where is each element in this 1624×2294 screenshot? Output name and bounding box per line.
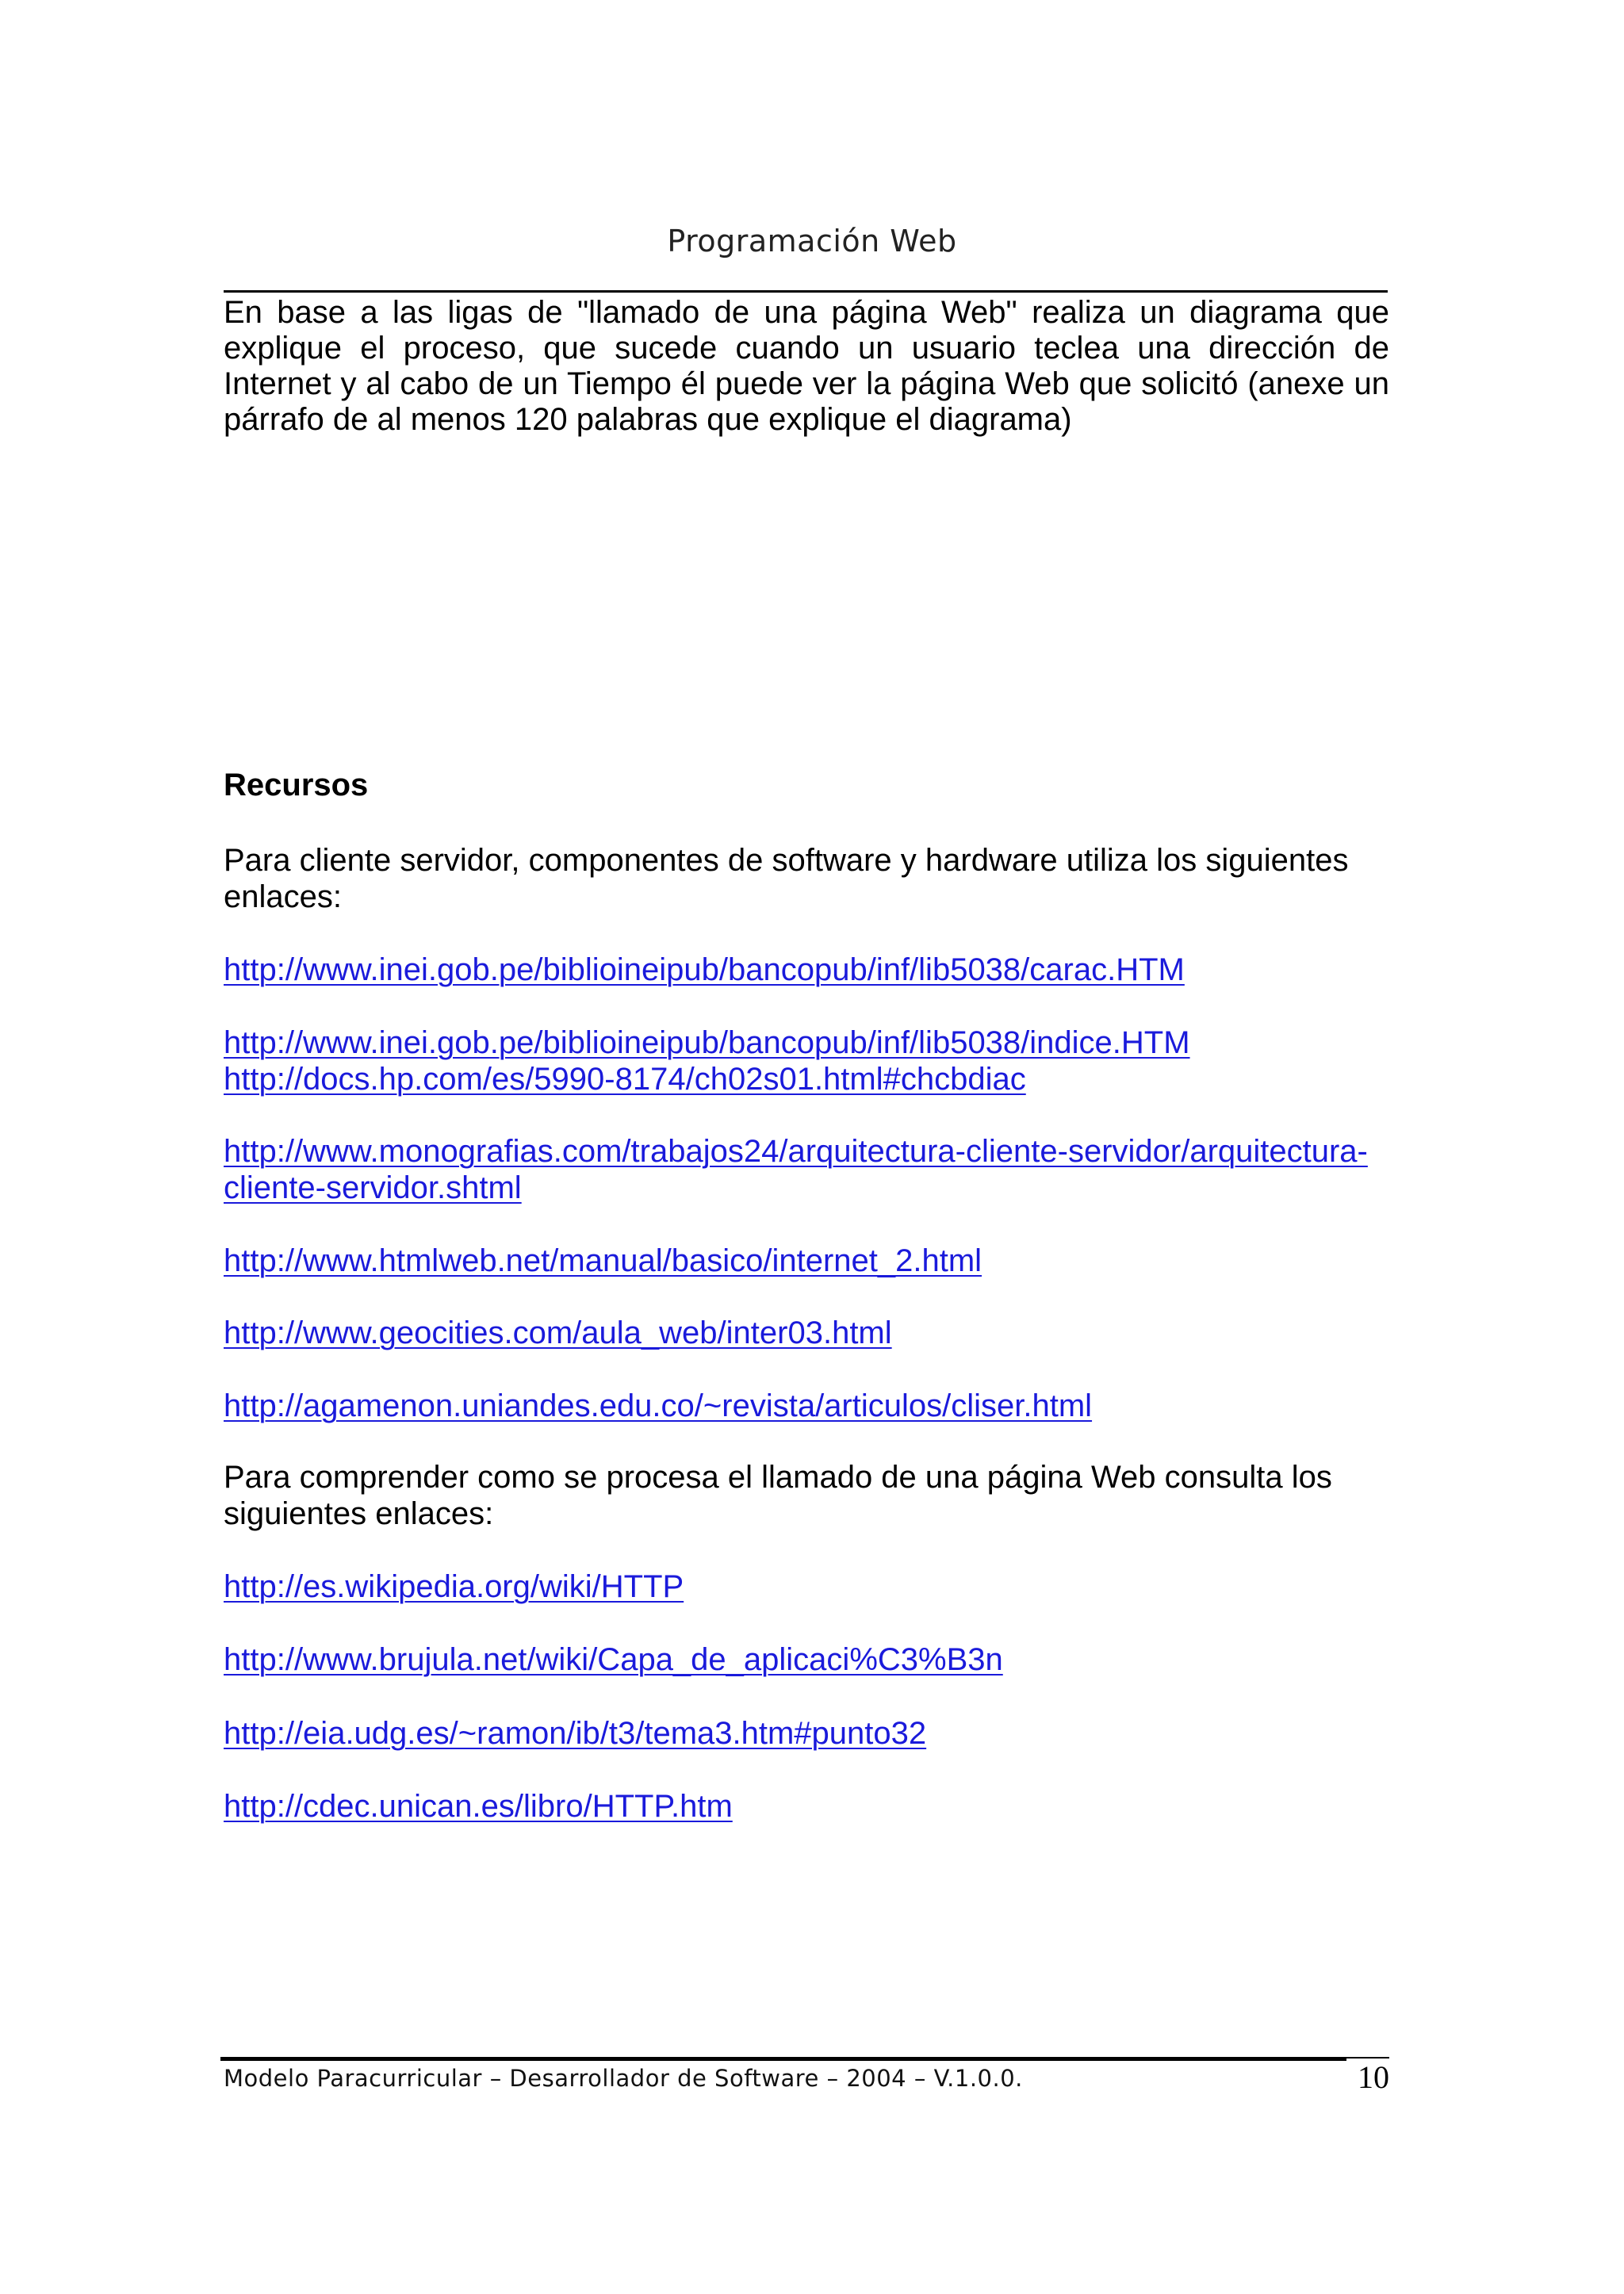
link-hp-docs[interactable]: http://docs.hp.com/es/5990-8174/ch02s01.html#chcbdiac	[224, 1062, 1026, 1097]
link-inei-indice[interactable]: http://www.inei.gob.pe/biblioineipub/bancopub/inf/lib5038/indice.HTM	[224, 1025, 1190, 1060]
http-intro: Para comprender como se procesa el llamado de una página Web consulta los siguientes enlaces:	[224, 1460, 1332, 1531]
header-divider	[224, 290, 1388, 293]
page-header-title: Programación Web	[667, 224, 957, 259]
footer-text: Modelo Paracurricular – Desarrollador de Software – 2004 – V.1.0.0.	[224, 2065, 1023, 2092]
link-unican[interactable]: http://cdec.unican.es/libro/HTTP.htm	[224, 1789, 733, 1824]
link-wikipedia-http[interactable]: http://es.wikipedia.org/wiki/HTTP	[224, 1569, 684, 1604]
page-number: 10	[1358, 2059, 1389, 2095]
link-udg[interactable]: http://eia.udg.es/~ramon/ib/t3/tema3.htm#punto32	[224, 1716, 927, 1751]
intro-paragraph: En base a las ligas de "llamado de una página Web" realiza un diagrama que explique el proceso, que sucede cuando un usuario teclea una dirección de Internet y al cabo de un Tiempo él puede ver la página Web que solicitó (anexe un párrafo de al menos 120 palabras que explique el diagrama)	[224, 295, 1389, 437]
link-uniandes[interactable]: http://agamenon.uniandes.edu.co/~revista/articulos/cliser.html	[224, 1388, 1093, 1423]
recursos-heading: Recursos	[224, 768, 369, 802]
link-htmlweb[interactable]: http://www.htmlweb.net/manual/basico/internet_2.html	[224, 1243, 982, 1278]
link-monografias[interactable]: http://www.monografias.com/trabajos24/arquitectura-cliente-servidor/arquitectura-	[224, 1134, 1368, 1169]
link-geocities[interactable]: http://www.geocities.com/aula_web/inter03.html	[224, 1316, 892, 1350]
client-server-intro: Para cliente servidor, componentes de software y hardware utiliza los siguientes enlaces:	[224, 843, 1349, 914]
link-monografias-continued[interactable]: cliente-servidor.shtml	[224, 1170, 522, 1205]
footer-divider	[220, 2057, 1346, 2061]
link-inei-carac[interactable]: http://www.inei.gob.pe/biblioineipub/bancopub/inf/lib5038/carac.HTM	[224, 952, 1185, 987]
link-brujula[interactable]: http://www.brujula.net/wiki/Capa_de_aplicaci%C3%B3n	[224, 1642, 1003, 1677]
